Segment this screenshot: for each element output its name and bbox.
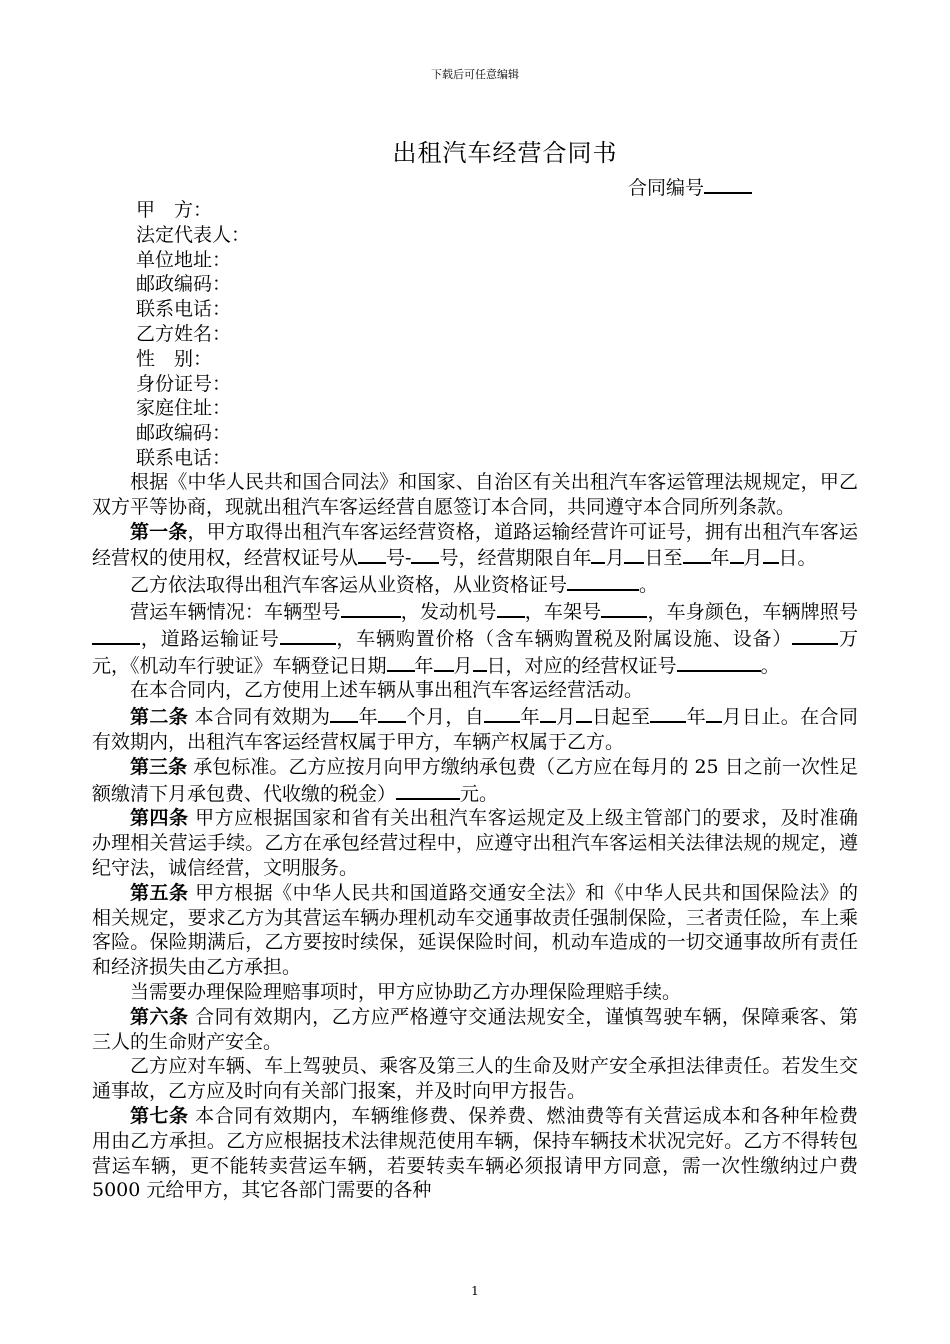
header-note: 下载后可任意编辑 <box>431 68 519 81</box>
scope-paragraph: 在本合同内，乙方使用上述车辆从事出租汽车客运经营活动。 <box>130 679 644 702</box>
field-postcode-b: 邮政编码： <box>136 422 232 445</box>
field-org-address: 单位地址： <box>136 248 232 271</box>
field-phone-b: 联系电话： <box>136 446 232 469</box>
blank <box>484 703 520 723</box>
blank <box>601 598 647 618</box>
blank <box>567 571 639 591</box>
field-legal-rep: 法定代表人： <box>136 223 251 246</box>
article-7-label: 第七条 <box>130 1104 189 1127</box>
liability-paragraph: 乙方应对车辆、车上驾驶员、乘客及第三人的生命及财产安全承担法律责任。若发生交通事故，乙方应及时向有关部门报案，并及时向甲方报告。 <box>92 1055 858 1103</box>
document-title: 出租汽车经营合同书 <box>392 139 618 167</box>
blank <box>92 625 140 645</box>
field-id-number: 身份证号： <box>136 372 232 395</box>
blank <box>591 544 605 564</box>
contract-number <box>628 173 752 200</box>
article-2: 第二条 本合同有效期为 年 个月，自 年 月 日起至 年 月日止。在合同有效期内，出租汽车客运经营权属于甲方，车辆产权属于乙方。 <box>92 703 858 755</box>
article-4-label: 第四条 <box>130 807 189 830</box>
blank <box>396 780 460 800</box>
blank <box>330 703 358 723</box>
qualification-paragraph: 乙方依法取得出租汽车客运从业资格，从业资格证号 。 <box>92 571 858 598</box>
article-4: 第四条 甲方应根据国家和省有关出租汽车客运规定及上级主管部门的要求，及时准确办理相关营运手续。乙方在承包经营过程中，应遵守出租汽车客运相关法律法规的规定，遵纪守法，诚信经营，文明服务。 <box>92 807 858 879</box>
article-5-label: 第五条 <box>130 881 189 904</box>
blank <box>473 652 487 672</box>
blank <box>730 544 744 564</box>
page-number: 1 <box>471 1284 479 1298</box>
blank <box>792 625 838 645</box>
blank <box>280 625 336 645</box>
blank <box>434 652 454 672</box>
blank <box>358 544 386 564</box>
blank <box>650 703 686 723</box>
article-1-label: 第一条 <box>130 520 188 543</box>
intro-paragraph: 根据《中华人民共和国合同法》和国家、自治区有关出租汽车客运管理法规规定，甲乙双方平等协商，现就出租汽车客运经营自愿签订本合同，共同遵守本合同所列条款。 <box>92 471 858 518</box>
article-3: 第三条 承包标准。乙方应按月向甲方缴纳承包费（乙方应在每月的 25 日之前一次性足额缴清下月承包费、代收缴的税金） 元。 <box>92 755 858 805</box>
field-postcode-a: 邮政编码： <box>136 273 232 296</box>
contract-number-label: 合同编号 <box>628 177 705 199</box>
field-gender: 性 别： <box>136 347 213 370</box>
article-2-label: 第二条 <box>130 706 189 729</box>
blank <box>341 598 401 618</box>
blank <box>706 703 722 723</box>
article-7: 第七条 本合同有效期内，车辆维修费、保养费、燃油费等有关营运成本和各种年检费用由乙方承担。乙方应根据技术法律规范使用车辆，保持车辆技术状况完好。乙方不得转包营运车辆，更不能转卖营运车辆，若要转卖车辆必须报请甲方同意，需一次性缴纳过户费 5000 元给甲方，其它各部门需要的各种 <box>92 1104 858 1202</box>
vehicle-paragraph: 营运车辆情况：车辆型号 ，发动机号 ，车架号 ，车身颜色，车辆牌照号，道路运输证号 ，车辆购置价格（含车辆购置税及附属设施、设备） 万元，《机动车行驶证》车辆登记日期 年 月 日，对应的经营权证号 。 <box>92 598 858 678</box>
article-1: 第一条，甲方取得出租汽车客运经营资格，道路运输经营许可证号，拥有出租汽车客运经营权的使用权，经营权证号从 号- 号，经营期限自年 月 日至 年 月 日。 <box>92 520 858 570</box>
blank <box>677 652 761 672</box>
blank <box>387 652 415 672</box>
contract-body <box>92 470 858 1203</box>
article-6-label: 第六条 <box>130 1005 189 1028</box>
claim-paragraph: 当需要办理保险理赔事项时，甲方应协助乙方办理保险理赔手续。 <box>130 980 682 1003</box>
blank <box>411 544 439 564</box>
blank <box>763 544 779 564</box>
field-phone-a: 联系电话： <box>136 298 232 321</box>
blank <box>497 598 525 618</box>
field-party-a: 甲 方： <box>136 199 213 221</box>
field-party-b-name: 乙方姓名： <box>136 322 232 345</box>
party-fields <box>136 198 250 471</box>
blank <box>540 703 556 723</box>
article-3-label: 第三条 <box>130 755 188 778</box>
contract-number-blank <box>704 174 752 194</box>
blank <box>624 544 644 564</box>
blank <box>576 703 592 723</box>
blank <box>683 544 711 564</box>
article-6: 第六条 合同有效期内，乙方应严格遵守交通法规安全，谨慎驾驶车辆，保障乘客、第三人的生命财产安全。 <box>92 1005 858 1053</box>
article-5: 第五条 甲方根据《中华人民共和国道路交通安全法》和《中华人民共和国保险法》的相关规定，要求乙方为其营运车辆办理机动车交通事故责任强制保险，三者责任险，车上乘客险。保险期满后，乙方要按时续保，延误保险时间，机动车造成的一切交通事故所有责任和经济损失由乙方承担。 <box>92 881 858 979</box>
field-home-address: 家庭住址： <box>136 397 232 420</box>
blank <box>378 703 406 723</box>
